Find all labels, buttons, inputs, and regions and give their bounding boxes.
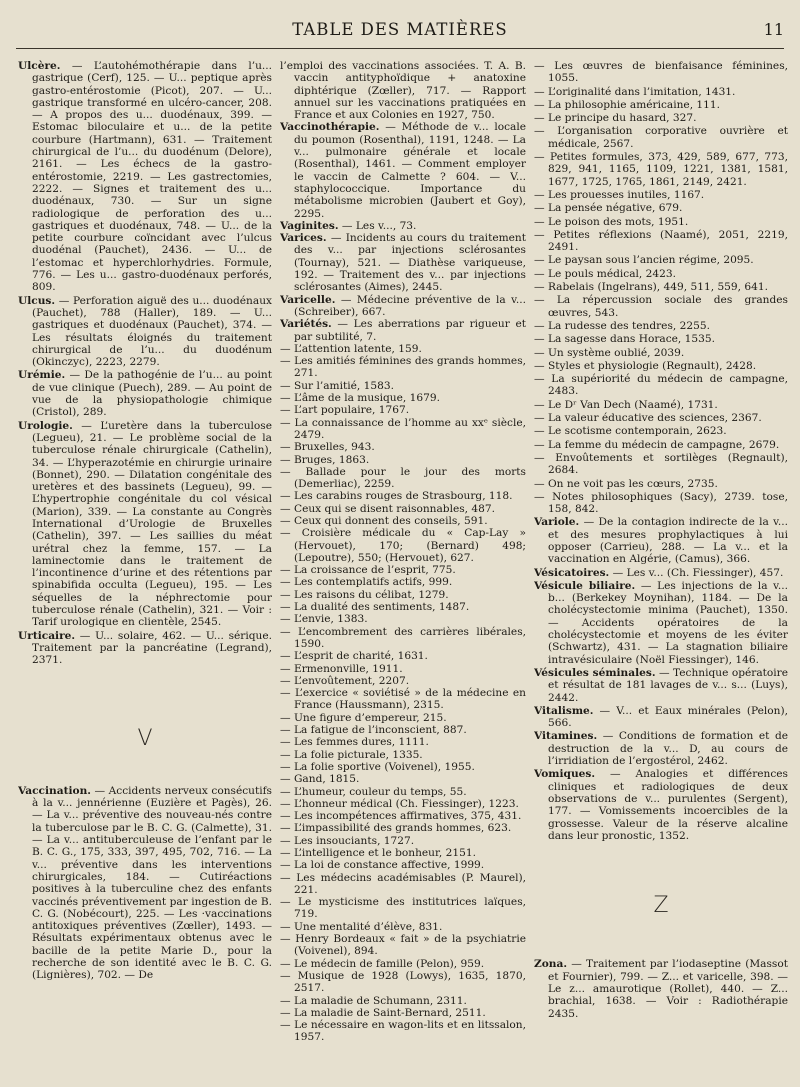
index-entry: [534, 112, 788, 124]
index-entry: [534, 491, 788, 516]
entries-middle: [280, 60, 526, 1044]
entry-text: — La maladie de Schumann, 2311.: [280, 994, 467, 1007]
index-entry: [280, 675, 526, 687]
entry-text: — L’envoûtement, 2207.: [280, 674, 410, 687]
entry-text: — U... solaire, 462. — U... sérique. Traitement par la pancréatine (Legrand), 2371.: [32, 629, 272, 667]
entry-text: — La maladie de Saint-Bernard, 2511.: [280, 1006, 486, 1019]
index-entry: [280, 404, 526, 416]
entry-text: — Les raisons du célibat, 1279.: [280, 588, 449, 601]
entry-heading: Urticaire.: [18, 629, 76, 642]
entry-text: — Médecine préventive de la v... (Schreiber), 667.: [294, 293, 526, 318]
index-entry: [280, 613, 526, 625]
entry-text: — Le Dʳ Van Dech (Naamé), 1731.: [534, 398, 718, 411]
entry-text: — Bruges, 1863.: [280, 453, 370, 466]
index-entry: [280, 121, 526, 219]
index-entry: [280, 847, 526, 859]
entry-text: — L’encombrement des carrières libérales, 1590.: [280, 625, 526, 650]
entry-text: — La folie sportive (Voivenel), 1955.: [280, 760, 475, 773]
entry-text: — V... et Eaux minérales (Pelon), 566.: [548, 704, 788, 730]
entry-text: — Petites formules, 373, 429, 589, 677, 773, 829, 941, 1165, 1109, 1221, 1381, 1581, 1677, 1725, 1765, 1861, 2149, 2421.: [534, 151, 788, 188]
entry-text: — Ballade pour le jour des morts (Demerliac), 2259.: [280, 465, 526, 491]
entry-text: — L’exercice « soviétisé » de la médecine en France (Haussmann), 2315.: [280, 687, 526, 712]
entry-text: — Le poison des mots, 1951.: [534, 215, 689, 228]
entry-heading: Variole.: [534, 516, 580, 529]
entry-text: — L’âme de la musique, 1679.: [280, 392, 440, 405]
entry-text: — Les v... (Ch. Fiessinger), 457.: [609, 566, 784, 579]
index-entry: [534, 478, 788, 490]
entry-text: — Perforation aiguë des u... duodénaux (Pauchet), 788 (Haller), 189. — U... gastriques et duodénaux (Pauchet), 374. — Les résultats éloignés du traitement chirurgical de l’u... du duodénum (Okinczyc), 2223, 2279.: [32, 294, 272, 369]
index-entry: [534, 667, 788, 704]
entry-heading: Vaginites.: [280, 219, 339, 232]
entry-text: — L’honneur médical (Ch. Fiessinger), 1223.: [280, 797, 519, 810]
index-entry: [280, 786, 526, 798]
index-entry: [280, 810, 526, 822]
index-entry: [18, 60, 272, 294]
entry-text: — Traitement par l’iodaseptine (Massot et Fournier), 799. — Z... et varicelle, 398. — Le z... amaurotique (Rollet), 440. — Z... brachial, 1638. — Voir : Radiothérapie 2435.: [548, 958, 788, 1020]
index-entry: [280, 970, 526, 995]
index-entry: [280, 749, 526, 761]
entry-heading: Vomiques.: [534, 768, 596, 781]
entry-heading: Ulcère.: [18, 60, 61, 72]
index-entry: [534, 216, 788, 228]
entry-text: — L’autohémothérapie dans l’u... gastrique (Cerf), 125. — U... peptique après gastro-entérostomie (Picot), 207. — U... gastrique transformé en ulcéro-cancer, 208. — A propos des u... duodénaux, 399. — Estomac biloculaire et u... de la petite courbure (Hartmann), 631. — Traitement chirurgical de l’u... du duodénum (Delore), 2161. — Les échecs de la gastro-entérostomie, 2219. — Les gastrectomies, 2222. — Signes et traitement des u... duodénaux, 730. — Sur un signe radiologique de perforation des u... gastriques et duodénaux, 748. — U... de la petite courbure coïncidant avec l’ulcus duodénal (Pauchet), 2436. — U... de l’estomac et hyperchlorhydries. Formule, 776. — Les u... gastro-duodénaux perforés, 809.: [32, 60, 272, 294]
index-entry: [280, 798, 526, 810]
entry-text: — La connaissance de l’homme au xxᵉ siècle, 2479.: [280, 416, 526, 441]
column-left: [18, 60, 272, 1080]
index-entry: [534, 516, 788, 565]
entry-text: — La loi de constance affective, 1999.: [280, 859, 485, 872]
index-entry: [534, 281, 788, 293]
index-entry: [280, 589, 526, 601]
column-middle: [280, 60, 526, 1080]
entry-text: — Styles et physiologie (Regnault), 2428.: [534, 359, 757, 372]
index-entry: [534, 320, 788, 332]
page-header: [16, 14, 784, 49]
entry-heading: Vitamines.: [534, 730, 598, 743]
entry-heading: Urémie.: [18, 369, 66, 382]
index-entry: [280, 736, 526, 748]
entry-text: — Une figure d’empereur, 215.: [280, 711, 447, 724]
entry-text: — Henry Bordeaux « fait » de la psychiatrie (Voivenel), 894.: [280, 933, 526, 958]
entry-heading: Zona.: [534, 958, 568, 971]
index-entry: [534, 705, 788, 730]
index-entry: [280, 995, 526, 1007]
index-entry: [280, 60, 526, 121]
index-entry: [18, 630, 272, 667]
index-entry: [280, 380, 526, 392]
index-entry: [280, 343, 526, 355]
index-entry: [534, 99, 788, 111]
entry-text: — Le paysan sous l’ancien régime, 2095.: [534, 254, 754, 267]
index-entry: [280, 1007, 526, 1019]
index-entry: [280, 527, 526, 564]
index-entry: [534, 294, 788, 319]
entry-text: — La folie picturale, 1335.: [280, 748, 423, 761]
entry-heading: Ulcus.: [18, 294, 56, 307]
entry-text: — La philosophie américaine, 111.: [534, 98, 721, 111]
entry-text: — La fatigue de l’inconscient, 887.: [280, 724, 467, 737]
index-entry: [534, 425, 788, 437]
entry-text: — Analogies et différences cliniques et radiologiques de deux observations de v... purulentes (Sergent), 177. — Vomissements incoercibles de la grossesse. Valeur de la réserve alcaline dans leur pronostic, 1352.: [548, 768, 788, 842]
index-entry: [534, 439, 788, 451]
index-entry: [534, 60, 788, 85]
index-entry: [280, 466, 526, 491]
index-entry: [534, 229, 788, 254]
index-entry: [534, 268, 788, 280]
entry-text: — On ne voit pas les cœurs, 2735.: [534, 477, 718, 490]
index-entry: [280, 626, 526, 651]
entry-text: — La rudesse des tendres, 2255.: [534, 319, 710, 332]
entry-text: — Les insouciants, 1727.: [280, 834, 415, 847]
entry-text: — La croissance de l’esprit, 775.: [280, 564, 456, 577]
index-entry: [280, 417, 526, 442]
entry-text: — L’art populaire, 1767.: [280, 404, 410, 417]
entry-text: — La pensée négative, 679.: [534, 202, 683, 215]
entry-text: — Les aberrations par rigueur et par subtilité, 7.: [294, 318, 526, 343]
entries-left-top: [18, 60, 272, 667]
entry-text: — Technique opératoire et résultat de 181 lavages de v... s... (Luys), 2442.: [548, 666, 788, 704]
index-entry: [18, 295, 272, 369]
entry-heading: Varices.: [280, 232, 327, 245]
index-entry: [18, 369, 272, 418]
index-entry: [280, 859, 526, 871]
entry-heading: Vaccinothérapie.: [280, 121, 380, 134]
entry-text: — Notes philosophiques (Sacy), 2739. tose, 158, 842.: [534, 490, 788, 516]
index-entry: [280, 724, 526, 736]
index-entry: [280, 503, 526, 515]
entry-text: — Une mentalité d’élève, 831.: [280, 920, 443, 933]
entry-text: — Rabelais (Ingelrans), 449, 511, 559, 641.: [534, 281, 768, 294]
entry-text: — Ermenonville, 1911.: [280, 662, 403, 675]
entry-heading: Variétés.: [280, 318, 332, 331]
index-entry: [534, 254, 788, 266]
entry-text: — L’humeur, couleur du temps, 55.: [280, 785, 467, 798]
page-title: TABLE DES MATIÈRES: [292, 20, 508, 39]
entry-text: — Les médecins académisables (P. Maurel), 221.: [280, 871, 526, 896]
entry-text: — Envoûtements et sortilèges (Regnault), 2684.: [534, 451, 788, 477]
entry-heading: Vaccination.: [18, 784, 91, 797]
index-entry: [280, 318, 526, 343]
entry-text: — L’esprit de charité, 1631.: [280, 650, 428, 663]
entry-text: — L’organisation corporative ouvrière et médicale, 2567.: [534, 125, 788, 150]
index-entry: [534, 373, 788, 398]
index-entry: [280, 515, 526, 527]
index-entry: [534, 360, 788, 372]
index-entry: [18, 785, 272, 982]
entry-text: — Méthode de v... locale du poumon (Rosenthal), 1191, 1248. — La v... pulmonaire générale et locale (Rosenthal), 1461. — Comment employer le vaccin de Calmette ? 604. — V... staphylococcique. Importance du métabolisme microbien (Jaubert et Goy), 2295.: [294, 121, 526, 220]
section-letter-v: V: [137, 725, 153, 751]
entry-text: — Le médecin de famille (Pelon), 959.: [280, 957, 485, 970]
entry-text: — L’uretère dans la tuberculose (Legueu), 21. — Le problème social de la tuberculose rénale chirurgicale (Cathelin), 34. — L’hyperazotémie en chirurgie urinaire (Bonnet), 290. — Dilatation congénitale des uretères et des bassinets (Legueu), 99. — L’hypertrophie congénitale du col vésical (Marion), 339. — La constante au Congrès International d’Urologie de Bruxelles (Cathelin), 397. — Les saillies du méat urétral chez la femme, 157. — La laminectomie dans le traitement de l’incontinence d’urine et des rétentions par spinabifida occulta (Legueu), 195. — Les séquelles de la néphrectomie pour tuberculose rénale (Cathelin), 321. — Voir : Tarif urologique en clientèle, 2545.: [32, 419, 272, 629]
index-entry: [280, 933, 526, 958]
entry-heading: Vésicules séminales.: [534, 666, 656, 679]
entry-text: — Petites réflexions (Naamé), 2051, 2219, 2491.: [534, 228, 788, 254]
entry-heading: Vésicatoires.: [534, 566, 610, 579]
entry-text: — La valeur éducative des sciences, 2367.: [534, 412, 762, 425]
entry-text: — Les contemplatifs actifs, 999.: [280, 576, 453, 589]
entry-text: — Les prouesses inutiles, 1167.: [534, 188, 705, 201]
entry-text: — Incidents au cours du traitement des v... par injections sclérosantes (Tournay), 521. — Diathèse variqueuse, 192. — Traitement des v... par injections sclérosantes (Aimes), 2445.: [294, 232, 526, 294]
index-entry: [534, 202, 788, 214]
entry-text: — Bruxelles, 943.: [280, 441, 375, 454]
index-entry: [280, 441, 526, 453]
entry-text: — Ceux qui donnent des conseils, 591.: [280, 514, 488, 527]
column-right: [534, 60, 788, 1080]
entry-text: — Les femmes dures, 1111.: [280, 736, 429, 749]
entry-text: — Un système oublié, 2039.: [534, 346, 685, 359]
index-entry: [280, 576, 526, 588]
entry-text: — Croisière médicale du « Cap-Lay » (Hervouet), 170; (Bernard) 498; (Lepoutre), 550; (Hervouet), 627.: [280, 527, 526, 564]
entry-text: — Les amitiés féminines des grands hommes, 271.: [280, 355, 526, 380]
entry-heading: Varicelle.: [280, 293, 336, 306]
index-entry: [280, 822, 526, 834]
entry-text: — Conditions de formation et de destruction de la v... D, au cours de l’irridiation de l’ergostérol, 2462.: [548, 730, 788, 768]
index-entry: [280, 294, 526, 319]
index-entry: [534, 125, 788, 150]
entry-text: — La dualité des sentiments, 1487.: [280, 601, 470, 614]
entry-text: — L’attention latente, 159.: [280, 342, 422, 355]
index-entry: [280, 896, 526, 921]
entries-right-bottom: [534, 958, 788, 1019]
index-entry: [280, 650, 526, 662]
index-entry: [280, 490, 526, 502]
index-entry: [280, 958, 526, 970]
index-entry: [534, 768, 788, 842]
index-entry: [280, 355, 526, 380]
index-entry: [534, 958, 788, 1019]
section-letter-z: Z: [653, 893, 669, 919]
entry-text: — Accidents nerveux consécutifs à la v... jennérienne (Euzière et Pagès), 26. — La v... préventive des nouveau-nés contre la tuberculose par le B. C. G. (Calmette), 31. — La v... antituberculeuse de l’enfant par le B. C. G., 175, 333, 397, 495, 702, 716. — La v... préventive dans les interventions chirurgicales, 184. — Cutiréactions positives à la tuberculine chez des enfants vaccinés préventivement par ingestion de B. C. G. (Nobécourt), 225. — Les ·vaccinations antitoxiques préventives (Zœller), 1493. — Résultats expérimentaux obtenus avec le bacille de la petite Marie D., pour la recherche de son identité avec le B. C. G. (Lignières), 702. — De: [32, 784, 272, 982]
entry-text: — Les incompétences affirmatives, 375, 431.: [280, 810, 522, 823]
index-entry: [280, 761, 526, 773]
index-entry: [280, 232, 526, 293]
index-entry: [280, 921, 526, 933]
index-entry: [280, 687, 526, 712]
entry-text: — De la pathogénie de l’u... au point de vue clinique (Puech), 289. — Au point de vue de la physiopathologie chimique (Cristol), 289.: [32, 369, 272, 419]
entry-text: — Le principe du hasard, 327.: [534, 112, 697, 125]
entry-text: — Le pouls médical, 2423.: [534, 267, 676, 280]
index-entry: [534, 730, 788, 767]
entry-text: — Gand, 1815.: [280, 773, 360, 786]
entry-text: — Les injections de la v... b... (Berkekey Moynihan), 1184. — De la cholécystectomie minima (Pauchet), 1350. — Accidents opératoires de la cholécystectomie et moyens de les éviter (Schwartz), 431. — La stagnation biliaire intravésiculaire (Noël Fiessinger), 146.: [548, 579, 788, 666]
index-entry: [534, 452, 788, 477]
index-entry: [280, 773, 526, 785]
entry-text: — Musique de 1928 (Lowys), 1635, 1870, 2517.: [280, 969, 526, 995]
entry-text: — Ceux qui se disent raisonnables, 487.: [280, 502, 495, 515]
entry-text: — La sagesse dans Horace, 1535.: [534, 333, 715, 346]
entry-text: — Le nécessaire en wagon-lits et en litssalon, 1957.: [280, 1019, 526, 1044]
index-entry: [280, 564, 526, 576]
entry-heading: Urologie.: [18, 419, 73, 432]
entry-text: — L’envie, 1383.: [280, 613, 368, 626]
entry-text: — Sur l’amitié, 1583.: [280, 379, 394, 392]
entry-text: — Le scotisme contemporain, 2623.: [534, 425, 727, 438]
index-entry: [534, 347, 788, 359]
index-entry: [18, 420, 272, 629]
entry-heading: Vitalisme.: [534, 704, 594, 717]
entry-text: — Les carabins rouges de Strasbourg, 118.: [280, 490, 513, 503]
index-entry: [280, 392, 526, 404]
entries-right-top: [534, 60, 788, 842]
entry-text: — La répercussion sociale des grandes œuvres, 543.: [534, 294, 788, 319]
index-entry: [280, 663, 526, 675]
index-entry: [280, 872, 526, 897]
entry-text: — La supériorité du médecin de campagne, 2483.: [534, 373, 788, 398]
index-entry: [534, 189, 788, 201]
index-entry: [534, 151, 788, 188]
entry-text: — La femme du médecin de campagne, 2679.: [534, 438, 780, 451]
index-entry: [280, 712, 526, 724]
entry-heading: Vésicule biliaire.: [534, 579, 636, 592]
index-entry: [534, 580, 788, 666]
entry-text: — L’intelligence et le bonheur, 2151.: [280, 847, 476, 859]
index-entry: [534, 412, 788, 424]
page-number: 11: [763, 20, 784, 39]
entry-text: — De la contagion indirecte de la v... et des mesures prophylactiques à lui opposer (Carrieu), 288. — La v... et la vaccination en Algérie, (Camus), 366.: [548, 516, 788, 566]
entry-text: — Les v..., 73.: [338, 219, 417, 232]
entry-text: — Le mysticisme des institutrices laïques, 719.: [280, 896, 526, 921]
index-entry: [280, 454, 526, 466]
index-entry: [280, 835, 526, 847]
entry-text: — L’originalité dans l’imitation, 1431.: [534, 85, 736, 98]
index-entry: [534, 86, 788, 98]
entries-left-bottom: [18, 785, 272, 982]
entry-text: — L’impassibilité des grands hommes, 623.: [280, 822, 512, 835]
entry-text: — Les œuvres de bienfaisance féminines, 1055.: [534, 60, 788, 85]
entry-text: l’emploi des vaccinations associées. T. A. B. vaccin antityphoïdique + anatoxine diphtérique (Zœller), 717. — Rapport annuel sur les vaccinations pratiquées en France et aux Colonies en 1927, 750.: [280, 60, 526, 122]
index-entry: [534, 333, 788, 345]
index-entry: [280, 220, 526, 232]
index-entry: [534, 399, 788, 411]
index-entry: [534, 567, 788, 579]
index-entry: [280, 1019, 526, 1044]
index-entry: [280, 601, 526, 613]
